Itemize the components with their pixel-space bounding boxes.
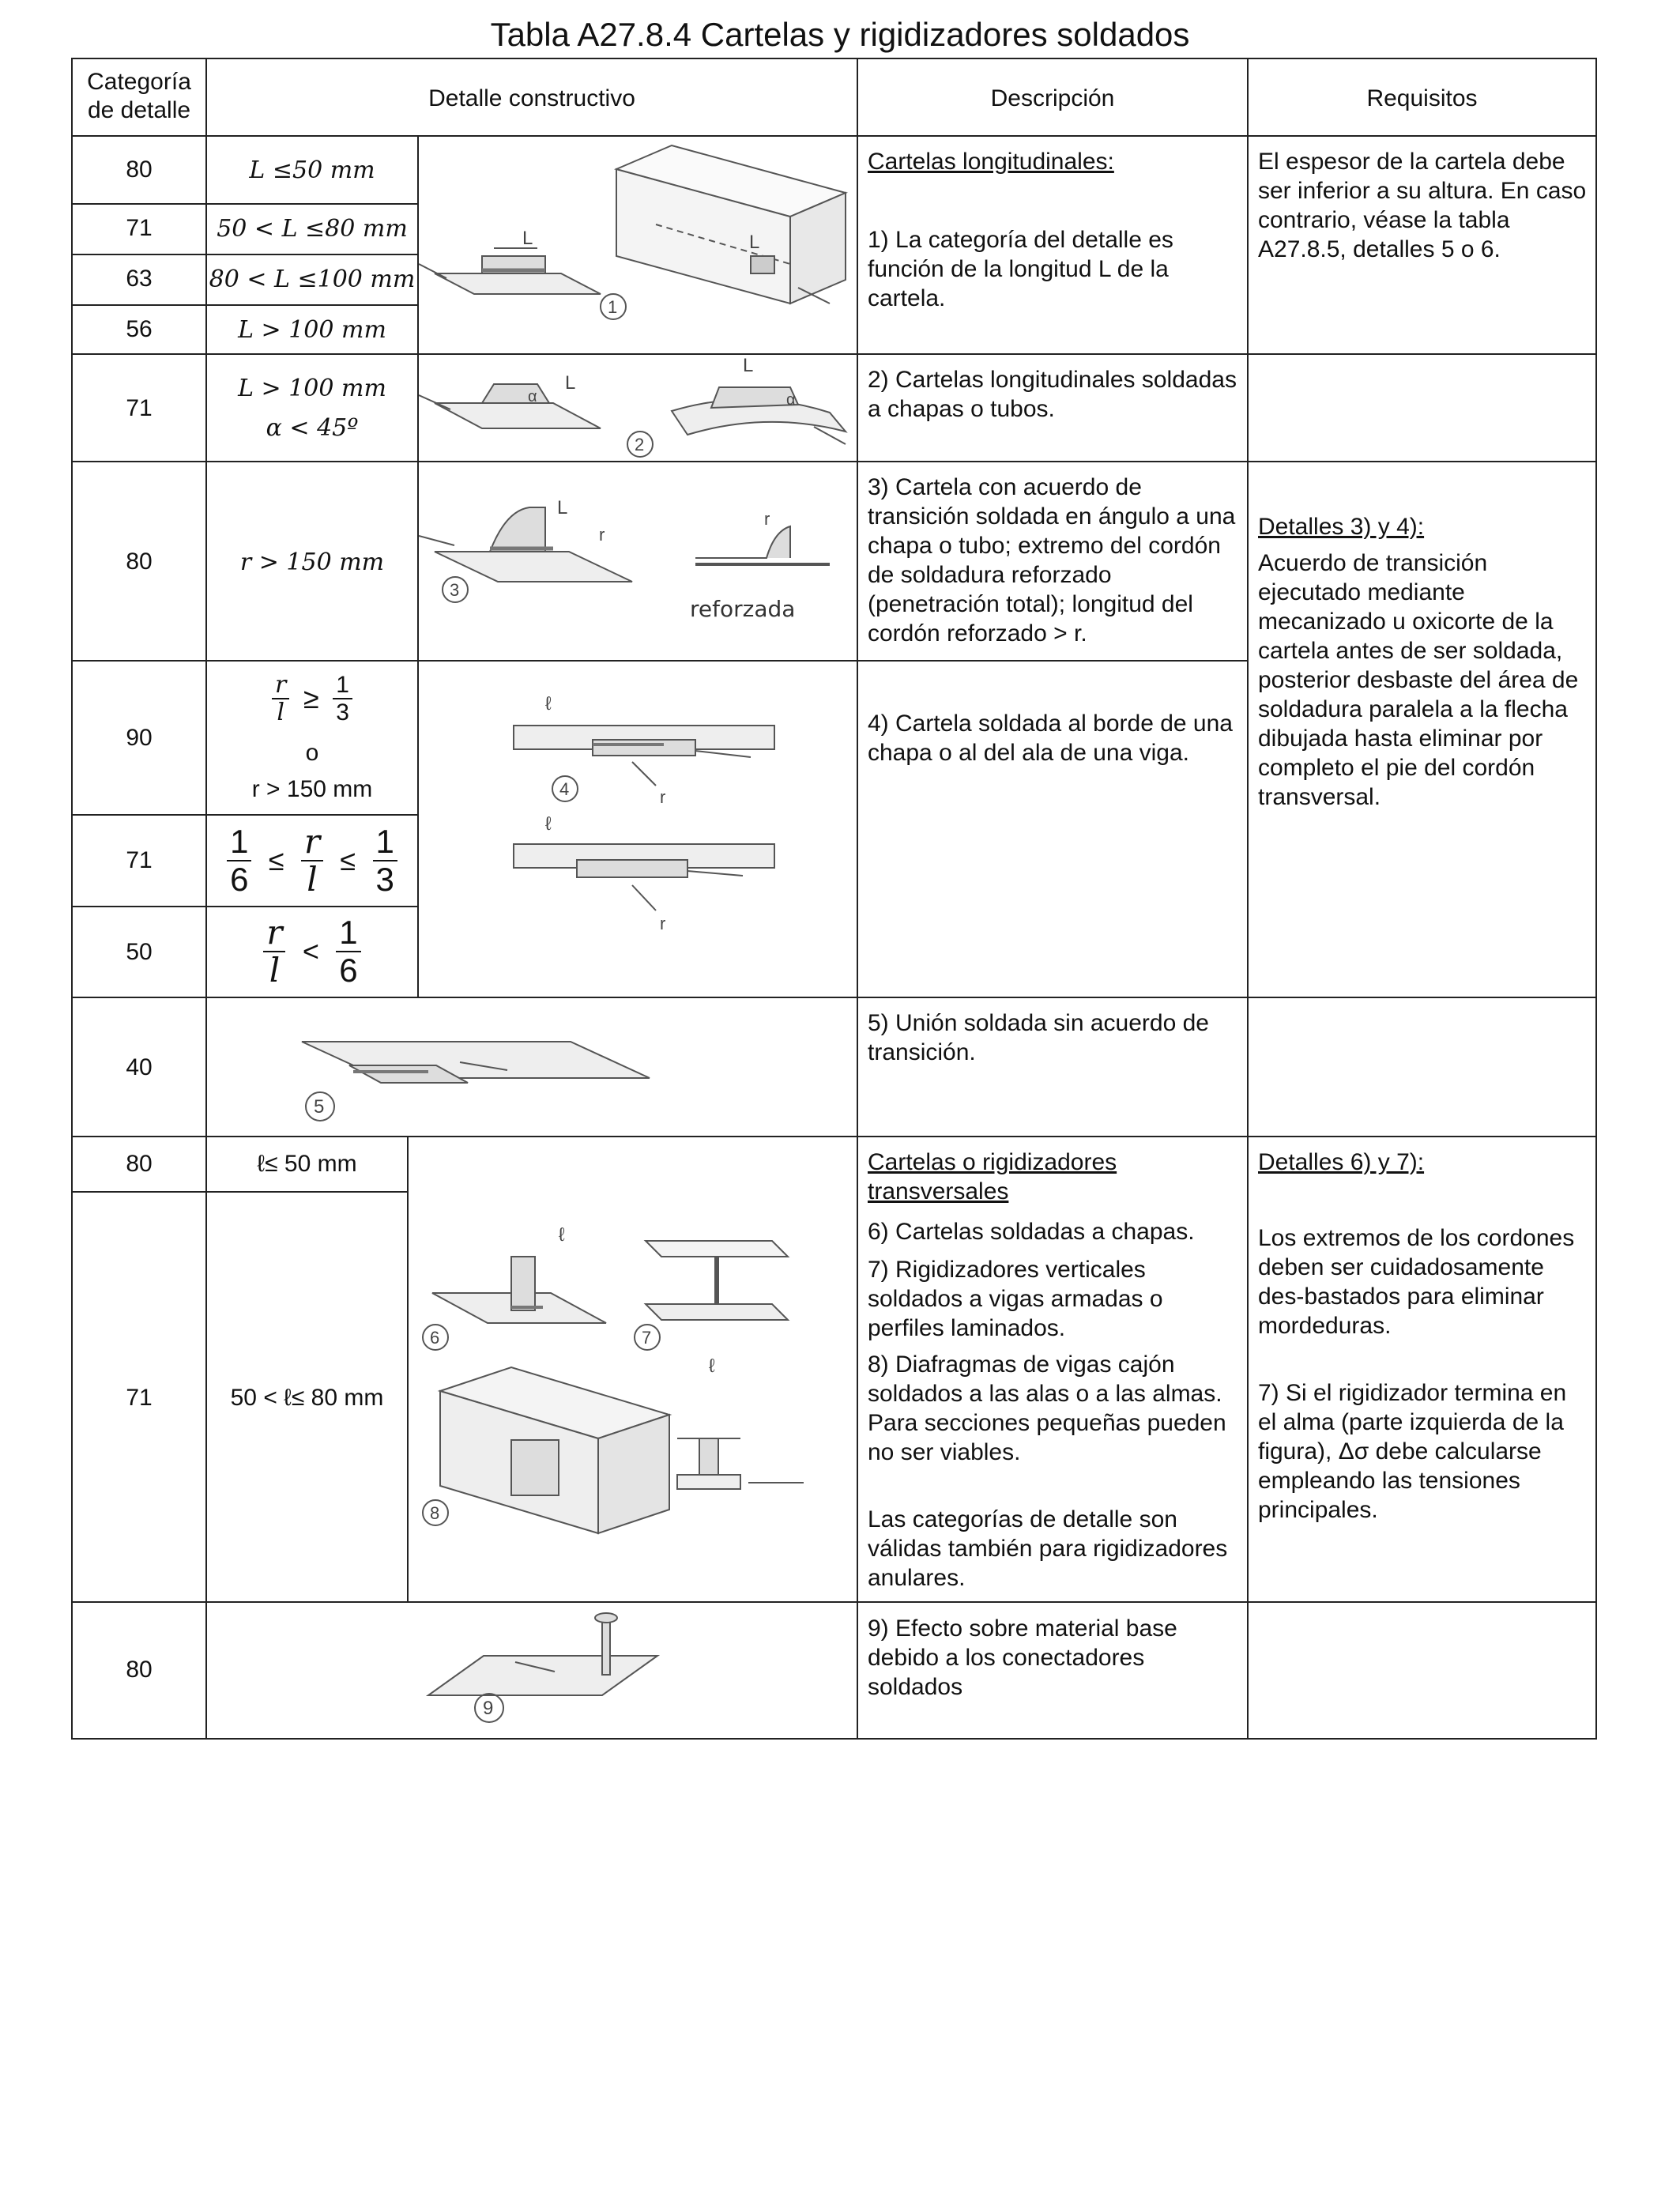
svg-text:4: 4 bbox=[559, 779, 570, 799]
condition-cell: L > 100 mm bbox=[238, 316, 386, 344]
svg-text:r: r bbox=[660, 787, 666, 807]
svg-text:r: r bbox=[764, 509, 770, 529]
description-text: 5) Unión soldada sin acuerdo de transición. bbox=[868, 1010, 1209, 1065]
svg-text:2: 2 bbox=[635, 435, 645, 454]
condition-cell: 50 < L ≤80 mm bbox=[217, 215, 408, 243]
requirement-heading: Detalles 3) y 4): bbox=[1258, 514, 1425, 540]
description-text: 9) Efecto sobre material base debido a los conectadores soldados bbox=[868, 1615, 1177, 1700]
header-category: Categoría de detalle bbox=[87, 69, 191, 123]
category-cell: 80 bbox=[126, 156, 153, 183]
svg-text:7: 7 bbox=[642, 1328, 652, 1348]
condition-cell: α < 45º bbox=[266, 414, 359, 442]
category-cell: 63 bbox=[126, 266, 153, 292]
svg-text:ℓ: ℓ bbox=[709, 1355, 715, 1377]
description-text: 4) Cartela soldada al borde de una chapa o al del ala de una viga. bbox=[868, 711, 1233, 766]
description-text: 8) Diafragmas de vigas cajón soldados a las alas o a las almas. Para secciones pequeñas pueden no ser viables. bbox=[868, 1351, 1226, 1465]
requirement-text: 7) Si el rigidizador termina en el alma (parte izquierda de la figura), Δσ debe calcularse empleando las tensiones principales. bbox=[1258, 1380, 1567, 1523]
description-heading: Cartelas o rigidizadores transversales bbox=[868, 1149, 1117, 1204]
svg-text:r: r bbox=[660, 914, 666, 933]
reforzada-label: reforzada bbox=[690, 596, 796, 622]
category-cell: 50 bbox=[126, 939, 153, 965]
svg-text:9: 9 bbox=[483, 1698, 494, 1719]
svg-text:L: L bbox=[557, 497, 568, 518]
svg-text:L: L bbox=[565, 372, 576, 394]
svg-text:5: 5 bbox=[314, 1096, 325, 1118]
condition-cell: 50 < ℓ≤ 80 mm bbox=[230, 1385, 384, 1411]
condition-cell: ℓ≤ 50 mm bbox=[257, 1151, 357, 1177]
svg-text:8: 8 bbox=[430, 1503, 440, 1523]
svg-text:r: r bbox=[599, 525, 605, 545]
header-description: Descripción bbox=[990, 85, 1115, 111]
condition-cell: r > 150 mm bbox=[251, 776, 373, 802]
description-heading: Cartelas longitudinales: bbox=[868, 149, 1114, 175]
description-text: 1) La categoría del detalle es función de la longitud L de la cartela. bbox=[868, 227, 1173, 311]
condition-cell: L > 100 mm bbox=[238, 375, 386, 402]
category-cell: 80 bbox=[126, 1151, 153, 1177]
header-requirements: Requisitos bbox=[1366, 85, 1478, 111]
description-text: 2) Cartelas longitudinales soldadas a chapas o tubos. bbox=[868, 367, 1237, 422]
category-cell: 71 bbox=[126, 847, 153, 873]
requirement-text: Acuerdo de transición ejecutado mediante mecanizado u oxicorte de la cartela antes de ser soldada, posterior desbaste del área de soldadura paralela a la flecha dibujada hasta eliminar por completo el pie del cordón transversal. bbox=[1258, 550, 1579, 810]
svg-text:6: 6 bbox=[430, 1328, 440, 1348]
svg-text:ℓ: ℓ bbox=[559, 1224, 565, 1246]
description-text: 6) Cartelas soldadas a chapas. bbox=[868, 1219, 1195, 1245]
category-cell: 80 bbox=[126, 1657, 153, 1683]
svg-text:ℓ: ℓ bbox=[545, 693, 552, 714]
category-cell: 40 bbox=[126, 1054, 153, 1080]
description-text: 3) Cartela con acuerdo de transición soldada en ángulo a una chapa o tubo; extremo del cordón de soldadura reforzado (penetración total); longitud del cordón reforzado > r. bbox=[868, 474, 1236, 647]
category-cell: 80 bbox=[126, 548, 153, 575]
svg-text:L: L bbox=[522, 228, 533, 249]
category-cell: 90 bbox=[126, 725, 153, 751]
figure-5-no-transition bbox=[207, 999, 857, 1135]
figure-4-edge-attachment bbox=[419, 662, 857, 996]
condition-or: o bbox=[305, 740, 319, 766]
condition-fraction: $\frac{r}{l}$ ≥ $\frac{1}{3}$ bbox=[206, 672, 418, 726]
header-detail: Detalle constructivo bbox=[428, 85, 635, 111]
condition-fraction: $\frac{1}{6}$ ≤ $\frac{r}{l}$ ≤ $\frac{1}{3}$ bbox=[206, 824, 418, 898]
description-text: Las categorías de detalle son válidas también para rigidizadores anulares. bbox=[868, 1506, 1228, 1591]
condition-cell: L ≤50 mm bbox=[249, 156, 375, 184]
svg-text:ℓ: ℓ bbox=[545, 813, 552, 835]
category-cell: 71 bbox=[126, 395, 153, 421]
figure-9-stud-connectors bbox=[207, 1604, 857, 1738]
requirement-heading: Detalles 6) y 7): bbox=[1258, 1149, 1425, 1175]
figure-2-longitudinal-on-tube bbox=[419, 356, 857, 460]
svg-text:3: 3 bbox=[450, 580, 460, 600]
condition-fraction: $\frac{r}{l}$ < $\frac{1}{6}$ bbox=[206, 914, 418, 989]
condition-cell: 80 < L ≤100 mm bbox=[209, 266, 416, 293]
category-cell: 56 bbox=[126, 316, 153, 342]
figure-1-longitudinal-attachments bbox=[419, 138, 857, 352]
svg-text:α: α bbox=[528, 388, 537, 405]
requirement-text: Los extremos de los cordones deben ser cuidadosamente des-bastados para eliminar mordeduras. bbox=[1258, 1225, 1575, 1339]
figure-3-transition-attachment bbox=[419, 463, 857, 659]
requirement-text: El espesor de la cartela debe ser inferior a su altura. En caso contrario, véase la tabla A27.8.5, detalles 5 o 6. bbox=[1258, 149, 1587, 262]
svg-text:1: 1 bbox=[608, 297, 618, 317]
category-cell: 71 bbox=[126, 215, 153, 241]
category-cell: 71 bbox=[126, 1385, 153, 1411]
svg-text:L: L bbox=[749, 232, 760, 253]
figure-6-7-8-transverse-stiffeners bbox=[409, 1138, 856, 1600]
svg-text:L: L bbox=[743, 356, 754, 376]
description-text: 7) Rigidizadores verticales soldados a vigas armadas o perfiles laminados. bbox=[868, 1257, 1163, 1341]
svg-text:α: α bbox=[786, 391, 796, 409]
condition-cell: r > 150 mm bbox=[239, 548, 385, 576]
page-title: Tabla A27.8.4 Cartelas y rigidizadores soldados bbox=[490, 16, 1190, 53]
